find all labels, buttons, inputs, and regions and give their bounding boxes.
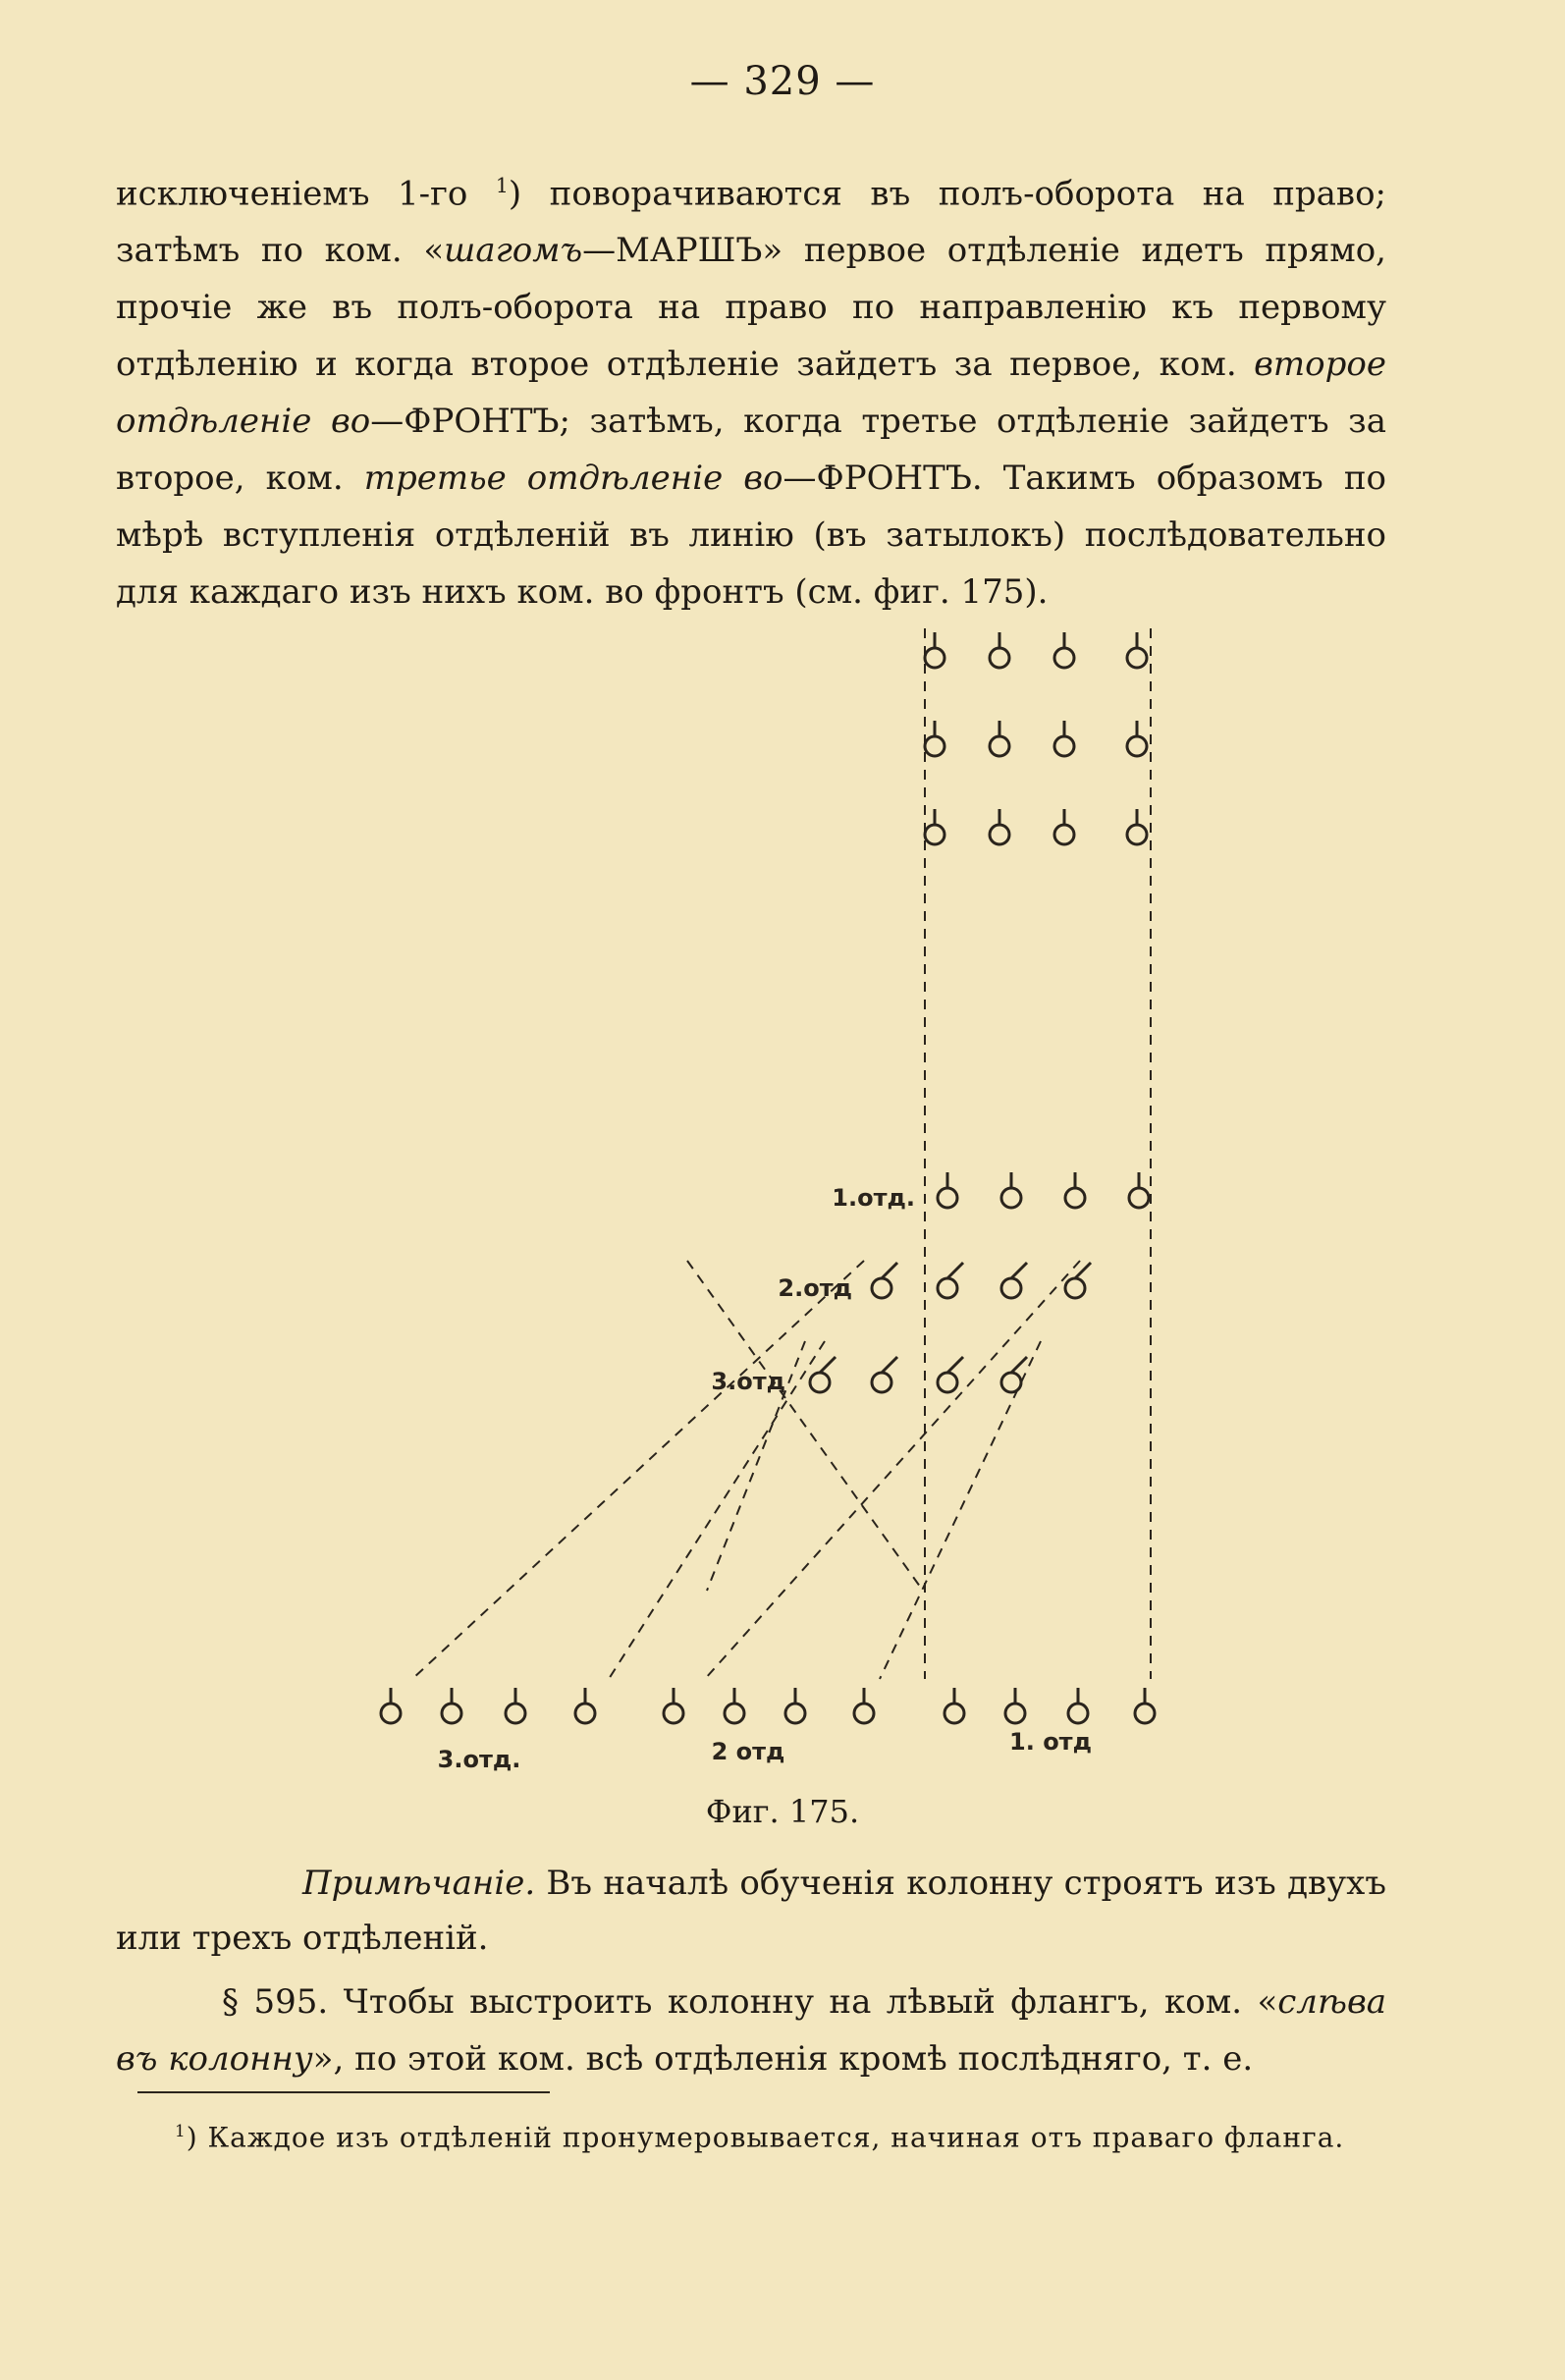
page-number: — 329 — <box>689 59 876 104</box>
soldier-mark <box>664 1688 683 1723</box>
movement-paths <box>412 628 1151 1679</box>
note-text: Въ началѣ обученія колонну строятъ изъ двухъ или трехъ отдѣленій. <box>116 1864 1386 1958</box>
text-run: —ФРОНТЪ; затѣмъ, когда третье отдѣленіе зайдетъ за второе, ком. <box>116 402 1386 499</box>
text-run: исключеніемъ 1-го <box>116 174 496 214</box>
soldier-mark <box>1129 1172 1149 1208</box>
text-run: § 595. Чтобы выстроить колонну на лѣвый флангъ, ком. « <box>222 1982 1278 2022</box>
soldier-mark <box>938 1263 963 1298</box>
text-run: —ФРОНТЪ. Такимъ образомъ по мѣрѣ вступленія отдѣленій въ линію (въ затылокъ) послѣдовательно для каждаго изъ нихъ ком. во фронтъ (см. фиг. 175). <box>116 459 1386 613</box>
label-2-otd: 2.отд <box>778 1274 852 1302</box>
soldier-markers <box>381 632 1155 1723</box>
soldier-mark <box>925 632 944 668</box>
label-1-otd-bottom: 1. отд <box>1009 1728 1092 1756</box>
figure-175 <box>0 609 1565 1787</box>
note-paragraph <box>116 1856 1386 1966</box>
soldier-mark <box>872 1357 897 1392</box>
soldier-mark <box>810 1357 836 1392</box>
note-label: Примѣчаніе. <box>302 1864 536 1903</box>
soldier-mark <box>925 721 944 756</box>
soldier-mark <box>575 1688 595 1723</box>
footnote <box>116 2105 1386 2163</box>
soldier-mark <box>944 1688 964 1723</box>
soldier-mark <box>990 809 1009 844</box>
footnote-divider <box>137 2091 550 2093</box>
soldier-mark <box>938 1172 957 1208</box>
footnote-mark: 1 <box>175 2121 187 2140</box>
soldier-mark <box>785 1688 805 1723</box>
footnote-text: ) Каждое изъ отдѣленій пронумеровывается, начиная отъ праваго фланга. <box>186 2121 1345 2154</box>
path-2-left <box>412 1261 864 1679</box>
label-3-otd-bottom: 3.отд. <box>437 1746 521 1773</box>
formation-diagram <box>0 609 1565 1787</box>
path-2-right <box>705 1261 1080 1679</box>
paragraph-595 <box>116 1974 1386 2087</box>
soldier-mark <box>1065 1172 1085 1208</box>
footnote-reference: 1 <box>495 174 509 197</box>
soldier-mark <box>1065 1263 1091 1298</box>
text-run: », по этой ком. всѣ отдѣленія кромѣ послѣдняго, т. е. <box>312 2039 1254 2079</box>
figure-caption: Фиг. 175. <box>705 1793 860 1830</box>
soldier-mark <box>1068 1688 1088 1723</box>
soldier-mark <box>1001 1357 1027 1392</box>
italic-command: второе отдѣленіе во <box>116 345 1386 442</box>
soldier-mark <box>1054 721 1074 756</box>
soldier-mark <box>1001 1263 1027 1298</box>
soldier-mark <box>1135 1688 1155 1723</box>
soldier-mark <box>1054 632 1074 668</box>
soldier-mark <box>1001 1172 1021 1208</box>
soldier-mark <box>1127 721 1147 756</box>
text-run: —МАРШЪ» первое отдѣленіе идетъ прямо, прочіе же въ полъ-оборота на право по направленію къ первому отдѣленію и когда второе отдѣленіе зайдетъ за первое, ком. <box>116 231 1386 385</box>
label-3-otd: 3.отд <box>711 1368 785 1395</box>
soldier-mark <box>381 1688 401 1723</box>
soldier-mark <box>725 1688 744 1723</box>
italic-command: третье отдѣленіе во <box>363 459 783 499</box>
italic-command: шагомъ <box>444 231 583 271</box>
soldier-mark <box>442 1688 461 1723</box>
soldier-mark <box>854 1688 874 1723</box>
soldier-mark <box>925 809 944 844</box>
paragraph-continuation <box>116 157 1386 621</box>
soldier-mark <box>990 721 1009 756</box>
path-2-cross <box>687 1261 923 1591</box>
text-run: ) поворачиваются въ полъ-оборота на право; затѣмъ по ком. « <box>116 174 1386 271</box>
soldier-mark <box>872 1263 897 1298</box>
soldier-mark <box>1054 809 1074 844</box>
soldier-mark <box>938 1357 963 1392</box>
soldier-mark <box>1127 632 1147 668</box>
label-1-otd-top: 1.отд. <box>832 1184 915 1212</box>
soldier-mark <box>1005 1688 1025 1723</box>
soldier-mark <box>506 1688 525 1723</box>
soldier-mark <box>990 632 1009 668</box>
italic-command: слѣва въ колонну <box>116 1982 1386 2079</box>
label-2-otd-bottom: 2 отд <box>711 1738 785 1765</box>
soldier-mark <box>1127 809 1147 844</box>
